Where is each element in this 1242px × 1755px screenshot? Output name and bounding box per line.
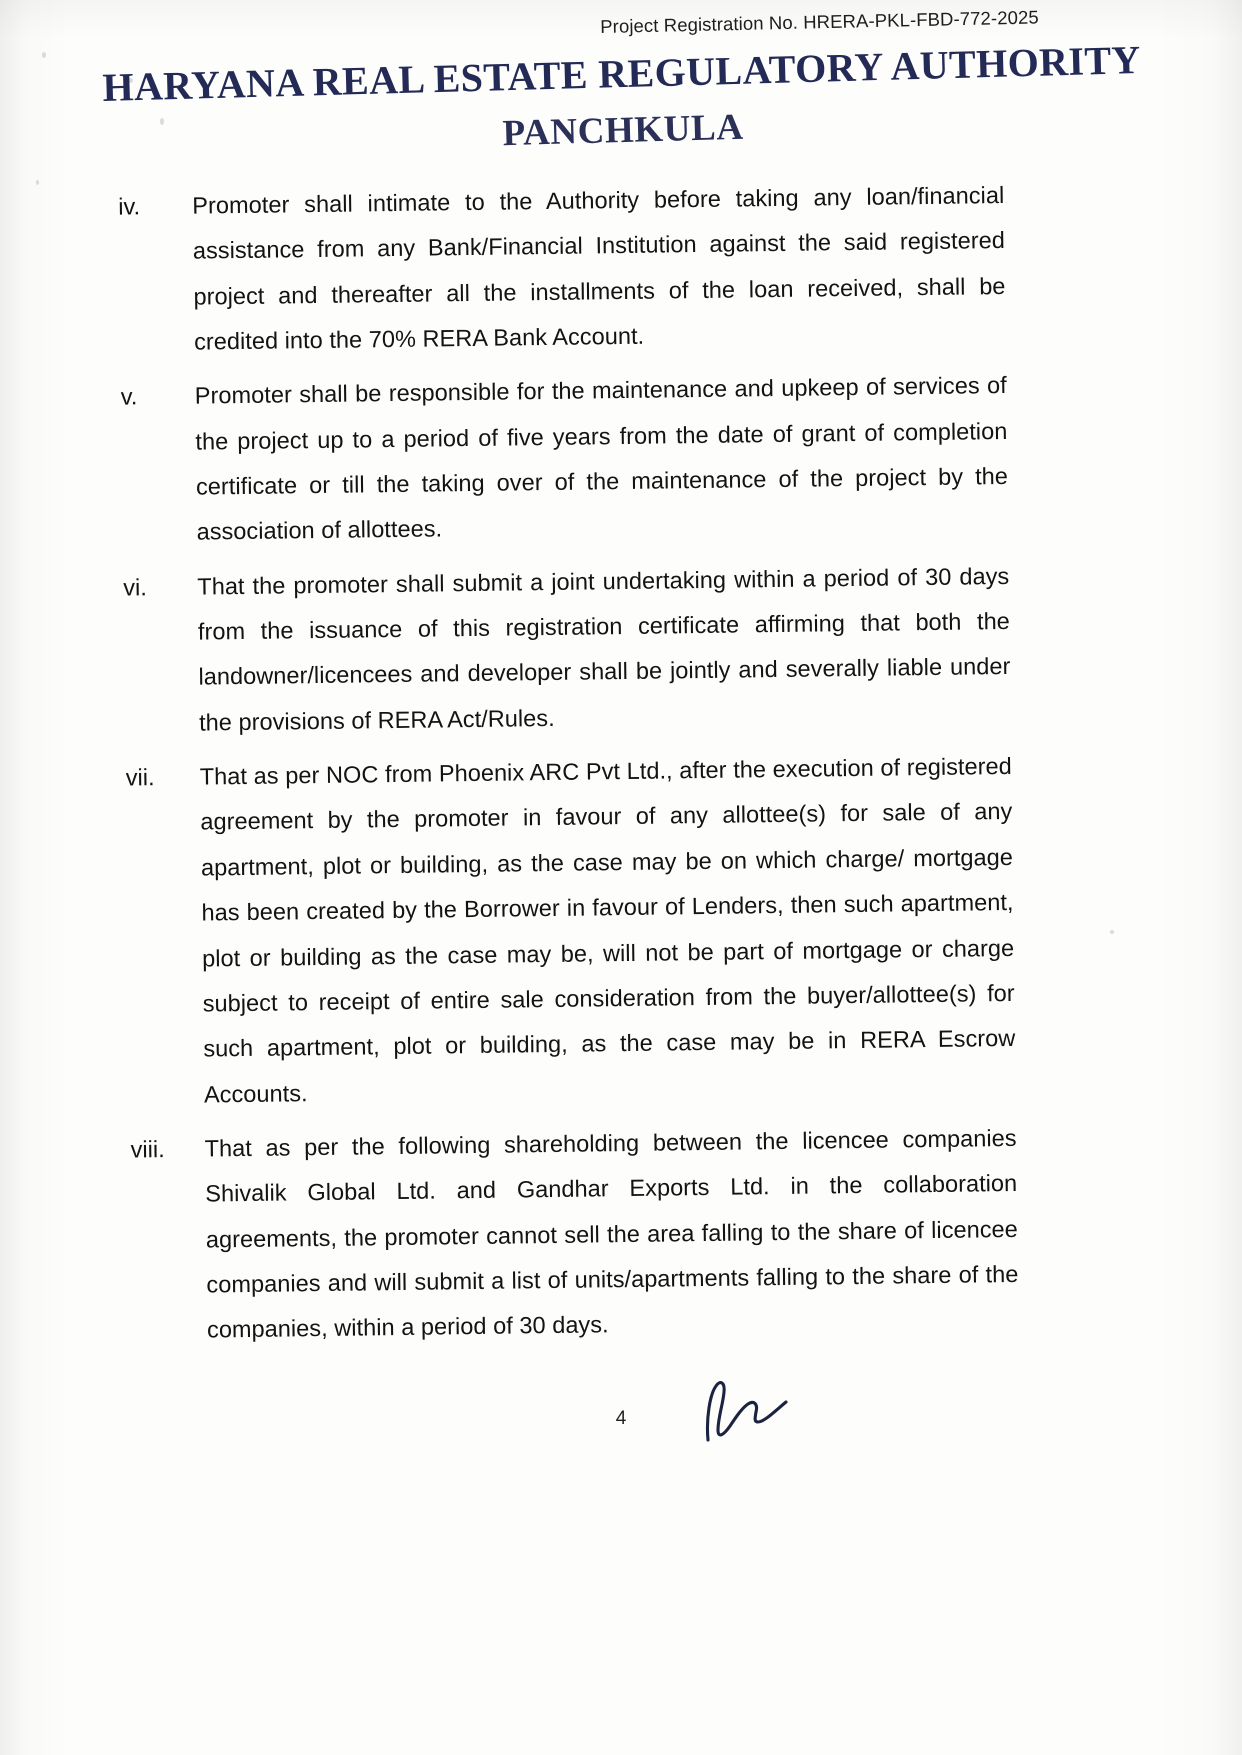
clause-item bbox=[0, 170, 1242, 368]
page-number: 4 bbox=[615, 1408, 627, 1429]
scan-speck bbox=[42, 52, 46, 58]
scan-speck bbox=[36, 180, 39, 185]
clause-item bbox=[8, 741, 1242, 1120]
letterhead bbox=[0, 35, 1242, 169]
clause-numeral: vi. bbox=[123, 573, 147, 601]
clause-text: That as per the following shareholding between the licencee companies Shivalik Global Ltd. and Gandhar Exports Ltd. in the collaboration agreements, the promoter cannot sell the area falling to the share of licencee companies and will submit a list of units/apartments falling to the share of the companies, within a period of 30 days. bbox=[204, 1124, 1019, 1343]
clause-text: Promoter shall be responsible for the maintenance and upkeep of services of the project up to a period of five years from the date of grant of completion certificate or till the taking over of the maintenance of the project by the association of allottees. bbox=[194, 372, 1009, 545]
clause-text: Promoter shall intimate to the Authority before taking any loan/financial assistance from any Bank/Financial Institution against the said registered project and thereafter all the installments of the loan received, shall be credited into the 70% RERA Bank Account. bbox=[192, 181, 1006, 355]
clause-text: That the promoter shall submit a joint undertaking within a period of 30 days from the issuance of this registration certificate affirming that both the landowner/licencees and developer shall be jointly and severally liable under the provisions of RERA Act/Rules. bbox=[197, 562, 1011, 736]
clause-list bbox=[0, 170, 1242, 1365]
authority-title: HARYANA REAL ESTATE REGULATORY AUTHORITY bbox=[101, 36, 1142, 111]
authority-location: PANCHKULA bbox=[502, 106, 745, 155]
clause-item bbox=[12, 1113, 1242, 1356]
clause-item bbox=[3, 360, 1242, 558]
clause-numeral: vii. bbox=[125, 764, 155, 791]
project-registration-number: Project Registration No. HRERA-PKL-FBD-772-2025 bbox=[600, 6, 1039, 37]
clause-numeral: iv. bbox=[118, 193, 141, 220]
clause-numeral: viii. bbox=[130, 1135, 165, 1163]
clause-item bbox=[5, 551, 1242, 749]
clause-numeral: v. bbox=[120, 383, 138, 410]
clause-text: That as per NOC from Phoenix ARC Pvt Ltd., after the execution of registered agreement by the promoter in favour of any allottee(s) for sale of any apartment, plot or building, as the case may be on which charge/ mortgage has been created by the Borrower in favour of Lenders, then such apartment, plot or building as the case may be, will not be part of mortgage or charge subject to receipt of entire sale consideration from the buyer/allottee(s) for such apartment, plot or building, as the case may be in RERA Escrow Accounts. bbox=[199, 753, 1016, 1108]
